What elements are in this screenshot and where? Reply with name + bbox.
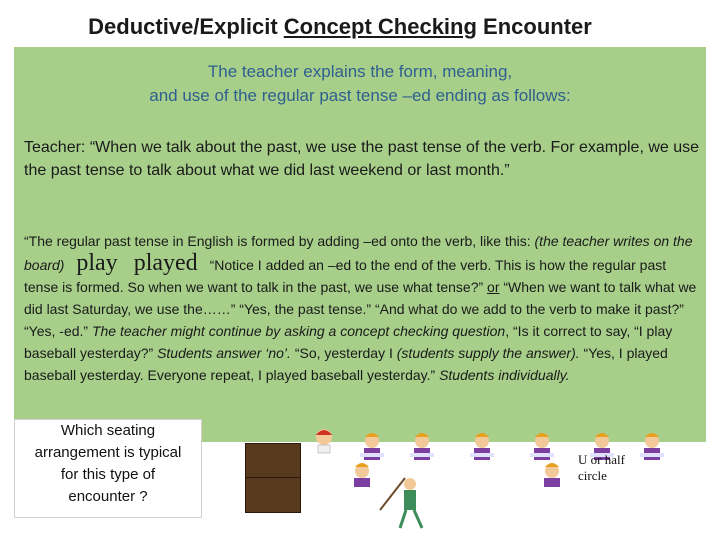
title-part-1: Deductive/Explicit: [88, 14, 284, 39]
board-word-play: play: [76, 250, 118, 276]
body-b: (the teacher writes on the board): [24, 233, 693, 273]
slide-title: [0, 14, 680, 40]
student-icon: [530, 433, 554, 460]
title-part-3: Encounter: [476, 14, 592, 39]
seating-label-line-1: U or half: [578, 452, 625, 467]
body-l: individually.: [498, 367, 570, 383]
callout-line-2: arrangement is typical: [34, 444, 182, 461]
intro-text: [14, 60, 706, 108]
body-i: (students supply the answer).: [396, 345, 580, 361]
body-or: or: [487, 279, 500, 295]
intro-line-1: The teacher explains the form, meaning,: [207, 62, 513, 81]
body-d: “When we want to talk what we did last Saturday, we use the……” “Yes, the past tense.” “And what do we add to the verb to make it past?” “Yes, -ed.”: [24, 279, 697, 339]
board-word-played: played: [133, 250, 198, 276]
student-icon: [470, 433, 494, 460]
callout-line-3: for this type of: [60, 466, 156, 483]
body-e: The teacher might continue by asking a concept checking question: [91, 323, 506, 339]
body-c: “Notice I added an –ed to the end of the verb. This is how the regular past tense is formed. So when we want to talk in the past, we use what tense?”: [24, 257, 667, 295]
body-g: Students answer ‘no’.: [157, 345, 291, 361]
title-part-2: Concept Checking: [283, 14, 477, 39]
student-icon: [354, 463, 370, 487]
teacher-figure-icon: [370, 470, 440, 530]
student-icon: [544, 463, 560, 487]
body-j: “Yes, I played baseball yesterday. Everyone repeat, I played baseball yesterday.”: [24, 345, 668, 383]
callout-line-4: encounter ?: [68, 488, 148, 505]
question-callout: [14, 419, 202, 518]
body-k: Students: [439, 367, 495, 383]
body-h: “So, yesterday I: [290, 345, 397, 361]
student-icon: [410, 433, 434, 460]
seating-label: [578, 452, 638, 484]
callout-line-1: Which seating: [60, 422, 156, 439]
student-icon: [640, 433, 664, 460]
explanation-text: [24, 230, 700, 386]
intro-line-2: and use of the regular past tense –ed ending as follows:: [149, 86, 571, 105]
desk-bottom: [245, 477, 301, 513]
student-icon: [360, 433, 384, 460]
teacher-icon: [316, 429, 332, 453]
desk-top: [245, 443, 301, 479]
teacher-quote: Teacher: “When we talk about the past, we use the past tense of the verb. For example, we use the past tense to talk about what we did last weekend or last month.”: [24, 139, 700, 179]
seating-label-line-2: circle: [578, 468, 607, 483]
body-f: , “Is it correct to say, “I play baseball yesterday?”: [24, 323, 673, 361]
body-a: “The regular past tense in English is formed by adding –ed onto the verb, like this:: [24, 233, 535, 249]
